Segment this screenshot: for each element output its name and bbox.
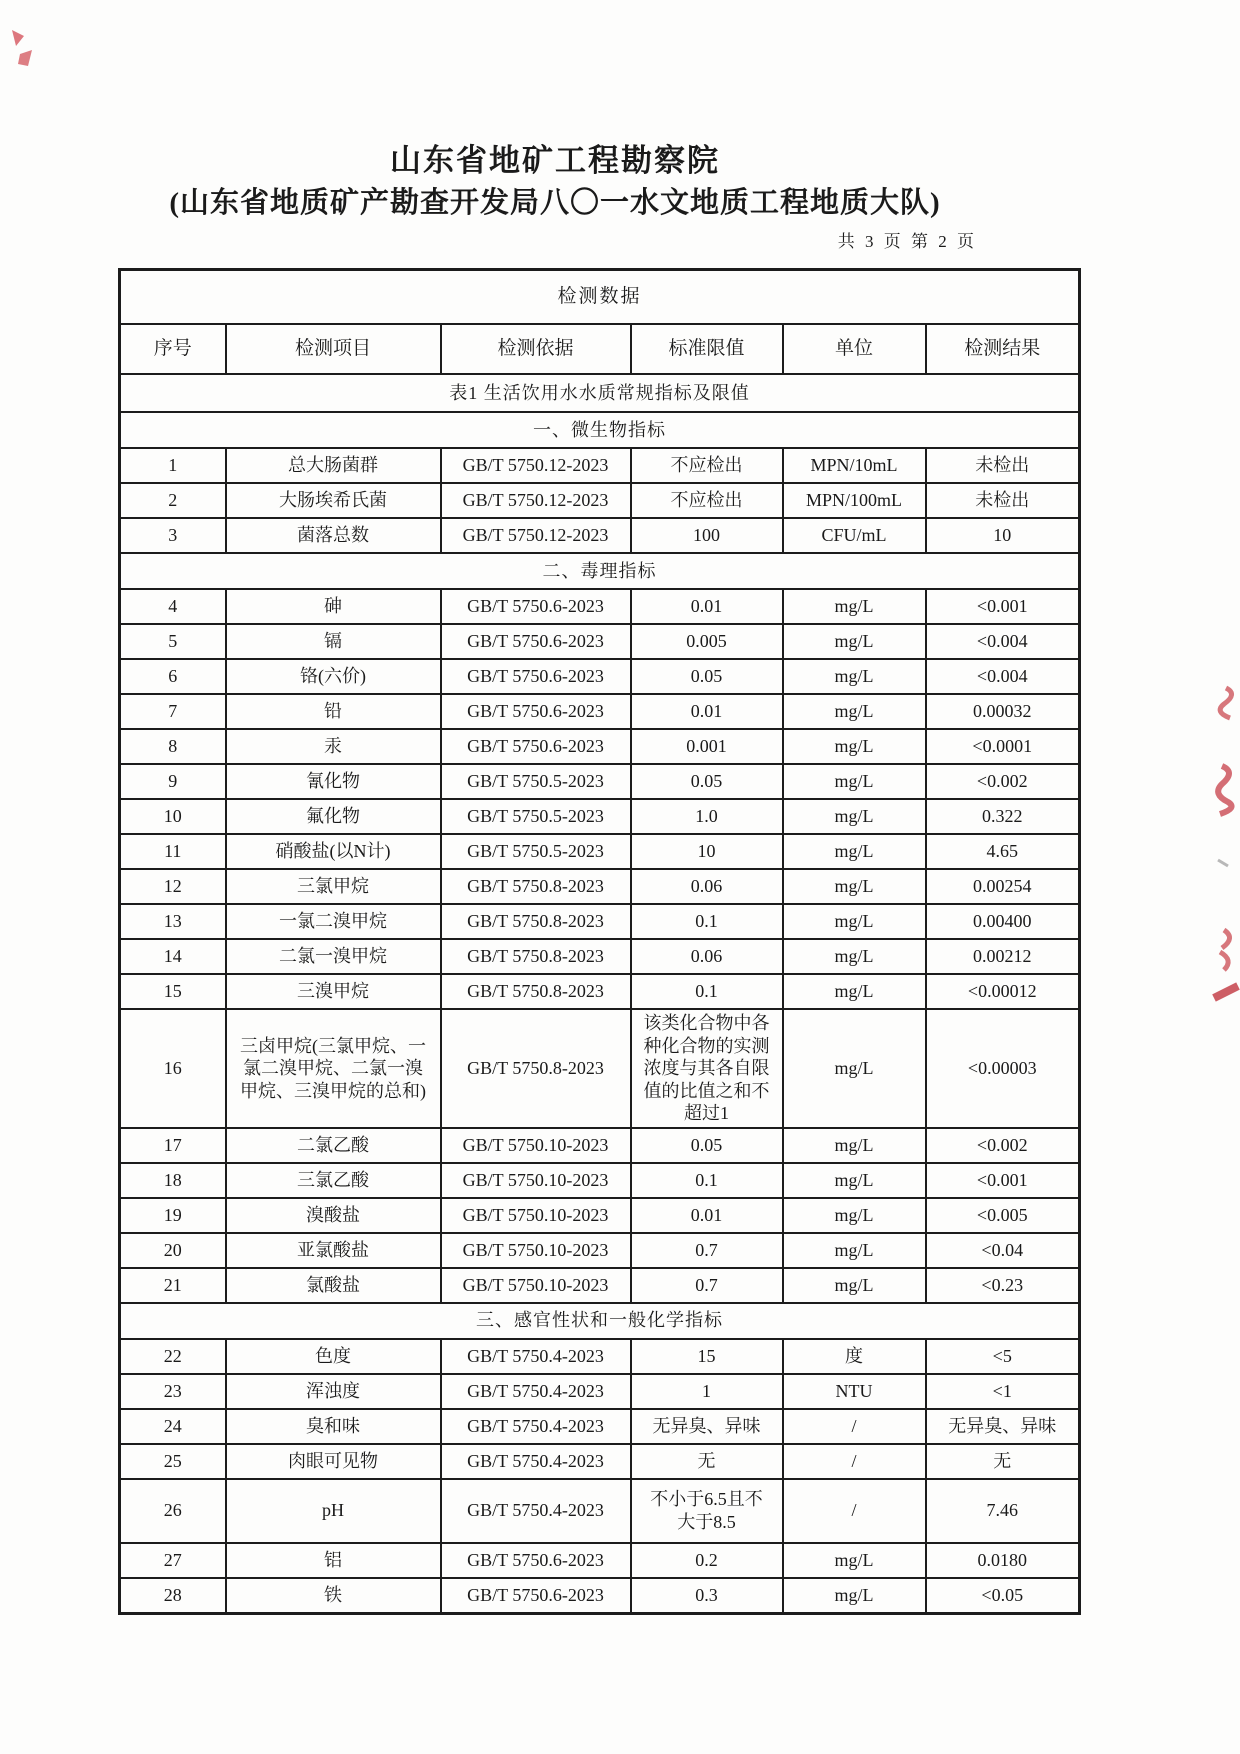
item-name: pH xyxy=(226,1479,441,1543)
limit-value: 不应检出 xyxy=(631,483,783,518)
result-value: <0.001 xyxy=(926,1163,1080,1198)
method-ref: GB/T 5750.4-2023 xyxy=(441,1374,631,1409)
row-no: 25 xyxy=(120,1444,226,1479)
limit-value: 15 xyxy=(631,1339,783,1374)
org-subtitle: (山东省地质矿产勘查开发局八〇一水文地质工程地质大队) xyxy=(169,186,941,219)
org-title: 山东省地矿工程勘察院 xyxy=(390,143,720,178)
method-ref: GB/T 5750.10-2023 xyxy=(441,1198,631,1233)
item-name: 臭和味 xyxy=(226,1409,441,1444)
table-row xyxy=(120,869,1080,904)
table-row xyxy=(120,1339,1080,1374)
result-value: 无 xyxy=(926,1444,1080,1479)
item-name: 铅 xyxy=(226,694,441,729)
table-row xyxy=(120,799,1080,834)
item-name: 铬(六价) xyxy=(226,659,441,694)
unit: mg/L xyxy=(783,694,926,729)
item-name: 三溴甲烷 xyxy=(226,974,441,1009)
unit: mg/L xyxy=(783,904,926,939)
table-row xyxy=(120,1163,1080,1198)
method-ref: GB/T 5750.8-2023 xyxy=(441,974,631,1009)
table-row xyxy=(120,1578,1080,1614)
limit-value: 0.05 xyxy=(631,764,783,799)
row-no: 24 xyxy=(120,1409,226,1444)
table-row xyxy=(120,694,1080,729)
row-no: 23 xyxy=(120,1374,226,1409)
result-value: <0.0001 xyxy=(926,729,1080,764)
limit-value: 1 xyxy=(631,1374,783,1409)
limit-value: 0.005 xyxy=(631,624,783,659)
method-ref: GB/T 5750.12-2023 xyxy=(441,483,631,518)
result-value: 0.00032 xyxy=(926,694,1080,729)
result-value: <0.005 xyxy=(926,1198,1080,1233)
row-no: 18 xyxy=(120,1163,226,1198)
item-name: 铝 xyxy=(226,1543,441,1578)
limit-value: 0.01 xyxy=(631,694,783,729)
method-ref: GB/T 5750.8-2023 xyxy=(441,869,631,904)
col-header-unit: 单位 xyxy=(783,324,926,374)
result-value: 0.00400 xyxy=(926,904,1080,939)
item-name: 三氯乙酸 xyxy=(226,1163,441,1198)
limit-value: 0.7 xyxy=(631,1233,783,1268)
row-no: 20 xyxy=(120,1233,226,1268)
row-no: 7 xyxy=(120,694,226,729)
result-value: <0.00003 xyxy=(926,1009,1080,1128)
row-no: 5 xyxy=(120,624,226,659)
unit: mg/L xyxy=(783,1128,926,1163)
item-name: 肉眼可见物 xyxy=(226,1444,441,1479)
section-label: 三、感官性状和一般化学指标 xyxy=(120,1303,1080,1339)
result-value: <0.004 xyxy=(926,624,1080,659)
method-ref: GB/T 5750.4-2023 xyxy=(441,1479,631,1543)
limit-value: 0.001 xyxy=(631,729,783,764)
result-value: <0.05 xyxy=(926,1578,1080,1614)
item-name: 砷 xyxy=(226,589,441,624)
item-name: 二氯乙酸 xyxy=(226,1128,441,1163)
limit-value: 0.2 xyxy=(631,1543,783,1578)
limit-value: 1.0 xyxy=(631,799,783,834)
item-name: 三氯甲烷 xyxy=(226,869,441,904)
unit: NTU xyxy=(783,1374,926,1409)
row-no: 9 xyxy=(120,764,226,799)
limit-value: 100 xyxy=(631,518,783,553)
section-row xyxy=(120,553,1080,589)
method-ref: GB/T 5750.6-2023 xyxy=(441,729,631,764)
result-value: 7.46 xyxy=(926,1479,1080,1543)
item-name: 色度 xyxy=(226,1339,441,1374)
method-ref: GB/T 5750.6-2023 xyxy=(441,589,631,624)
result-value: 未检出 xyxy=(926,483,1080,518)
result-value: 10 xyxy=(926,518,1080,553)
unit: mg/L xyxy=(783,1198,926,1233)
row-no: 26 xyxy=(120,1479,226,1543)
table-row xyxy=(120,1198,1080,1233)
item-name: 二氯一溴甲烷 xyxy=(226,939,441,974)
result-value: <0.04 xyxy=(926,1233,1080,1268)
unit: mg/L xyxy=(783,589,926,624)
limit-value: 该类化合物中各种化合物的实测浓度与其各自限值的比值之和不超过1 xyxy=(631,1009,783,1128)
row-no: 28 xyxy=(120,1578,226,1614)
unit: mg/L xyxy=(783,834,926,869)
result-value: 0.00254 xyxy=(926,869,1080,904)
item-name: 铁 xyxy=(226,1578,441,1614)
col-header-result: 检测结果 xyxy=(926,324,1080,374)
unit: MPN/100mL xyxy=(783,483,926,518)
row-no: 10 xyxy=(120,799,226,834)
test-results-table xyxy=(118,268,1081,1615)
section-row xyxy=(120,374,1080,412)
row-no: 17 xyxy=(120,1128,226,1163)
unit: mg/L xyxy=(783,1543,926,1578)
table-title-row xyxy=(120,270,1080,325)
method-ref: GB/T 5750.8-2023 xyxy=(441,939,631,974)
unit: CFU/mL xyxy=(783,518,926,553)
unit: mg/L xyxy=(783,1163,926,1198)
item-name: 氰化物 xyxy=(226,764,441,799)
section-label: 一、微生物指标 xyxy=(120,412,1080,448)
col-header-item: 检测项目 xyxy=(226,324,441,374)
row-no: 6 xyxy=(120,659,226,694)
unit: MPN/10mL xyxy=(783,448,926,483)
limit-value: 不小于6.5且不大于8.5 xyxy=(631,1479,783,1543)
unit: mg/L xyxy=(783,869,926,904)
result-value: 4.65 xyxy=(926,834,1080,869)
method-ref: GB/T 5750.8-2023 xyxy=(441,1009,631,1128)
item-name: 溴酸盐 xyxy=(226,1198,441,1233)
table-row xyxy=(120,1543,1080,1578)
result-value: 0.0180 xyxy=(926,1543,1080,1578)
result-value: 无异臭、异味 xyxy=(926,1409,1080,1444)
row-no: 19 xyxy=(120,1198,226,1233)
method-ref: GB/T 5750.8-2023 xyxy=(441,904,631,939)
document-header xyxy=(0,140,1110,224)
limit-value: 0.1 xyxy=(631,904,783,939)
method-ref: GB/T 5750.6-2023 xyxy=(441,659,631,694)
table-row xyxy=(120,1479,1080,1543)
table-row xyxy=(120,974,1080,1009)
method-ref: GB/T 5750.6-2023 xyxy=(441,1543,631,1578)
table-title: 检测数据 xyxy=(120,270,1080,325)
section-label: 表1 生活饮用水水质常规指标及限值 xyxy=(120,374,1080,412)
table-row xyxy=(120,1409,1080,1444)
method-ref: GB/T 5750.5-2023 xyxy=(441,764,631,799)
limit-value: 0.05 xyxy=(631,1128,783,1163)
unit: mg/L xyxy=(783,1268,926,1303)
unit: mg/L xyxy=(783,799,926,834)
page-indicator: 共 3 页 第 2 页 xyxy=(837,232,977,251)
stamp-fragment-top-left xyxy=(6,26,50,76)
table-row xyxy=(120,939,1080,974)
row-no: 27 xyxy=(120,1543,226,1578)
row-no: 8 xyxy=(120,729,226,764)
result-value: 0.322 xyxy=(926,799,1080,834)
method-ref: GB/T 5750.5-2023 xyxy=(441,799,631,834)
table-row xyxy=(120,834,1080,869)
method-ref: GB/T 5750.4-2023 xyxy=(441,1444,631,1479)
item-name: 氟化物 xyxy=(226,799,441,834)
unit: mg/L xyxy=(783,1233,926,1268)
table-row xyxy=(120,1233,1080,1268)
result-value: <0.001 xyxy=(926,589,1080,624)
row-no: 16 xyxy=(120,1009,226,1128)
row-no: 2 xyxy=(120,483,226,518)
limit-value: 无异臭、异味 xyxy=(631,1409,783,1444)
method-ref: GB/T 5750.10-2023 xyxy=(441,1163,631,1198)
limit-value: 0.06 xyxy=(631,869,783,904)
method-ref: GB/T 5750.5-2023 xyxy=(441,834,631,869)
result-value: <0.002 xyxy=(926,1128,1080,1163)
unit: mg/L xyxy=(783,939,926,974)
limit-value: 10 xyxy=(631,834,783,869)
limit-value: 0.7 xyxy=(631,1268,783,1303)
item-name: 氯酸盐 xyxy=(226,1268,441,1303)
method-ref: GB/T 5750.4-2023 xyxy=(441,1339,631,1374)
col-header-limit: 标准限值 xyxy=(631,324,783,374)
item-name: 三卤甲烷(三氯甲烷、一氯二溴甲烷、二氯一溴甲烷、三溴甲烷的总和) xyxy=(226,1009,441,1128)
item-name: 大肠埃希氏菌 xyxy=(226,483,441,518)
column-header-row xyxy=(120,324,1080,374)
unit: mg/L xyxy=(783,974,926,1009)
unit: mg/L xyxy=(783,1578,926,1614)
limit-value: 0.01 xyxy=(631,1198,783,1233)
result-value: 0.00212 xyxy=(926,939,1080,974)
table-row xyxy=(120,729,1080,764)
row-no: 13 xyxy=(120,904,226,939)
stamp-fragment-right-edge xyxy=(1212,680,1240,1020)
limit-value: 0.1 xyxy=(631,974,783,1009)
method-ref: GB/T 5750.10-2023 xyxy=(441,1128,631,1163)
method-ref: GB/T 5750.4-2023 xyxy=(441,1409,631,1444)
row-no: 1 xyxy=(120,448,226,483)
limit-value: 0.06 xyxy=(631,939,783,974)
method-ref: GB/T 5750.12-2023 xyxy=(441,518,631,553)
unit: / xyxy=(783,1444,926,1479)
row-no: 14 xyxy=(120,939,226,974)
item-name: 总大肠菌群 xyxy=(226,448,441,483)
unit: 度 xyxy=(783,1339,926,1374)
item-name: 一氯二溴甲烷 xyxy=(226,904,441,939)
method-ref: GB/T 5750.10-2023 xyxy=(441,1233,631,1268)
table-row xyxy=(120,1128,1080,1163)
section-row xyxy=(120,1303,1080,1339)
table-row xyxy=(120,1268,1080,1303)
unit: mg/L xyxy=(783,729,926,764)
table-row xyxy=(120,1009,1080,1128)
section-row xyxy=(120,412,1080,448)
table-row xyxy=(120,483,1080,518)
row-no: 3 xyxy=(120,518,226,553)
limit-value: 0.01 xyxy=(631,589,783,624)
result-value: <1 xyxy=(926,1374,1080,1409)
result-value: <5 xyxy=(926,1339,1080,1374)
method-ref: GB/T 5750.6-2023 xyxy=(441,694,631,729)
item-name: 硝酸盐(以N计) xyxy=(226,834,441,869)
table-row xyxy=(120,448,1080,483)
result-value: <0.00012 xyxy=(926,974,1080,1009)
item-name: 镉 xyxy=(226,624,441,659)
table-row xyxy=(120,624,1080,659)
table-row xyxy=(120,518,1080,553)
item-name: 菌落总数 xyxy=(226,518,441,553)
col-header-seq: 序号 xyxy=(120,324,226,374)
unit: / xyxy=(783,1479,926,1543)
method-ref: GB/T 5750.10-2023 xyxy=(441,1268,631,1303)
section-label: 二、毒理指标 xyxy=(120,553,1080,589)
unit: / xyxy=(783,1409,926,1444)
result-value: <0.23 xyxy=(926,1268,1080,1303)
unit: mg/L xyxy=(783,659,926,694)
method-ref: GB/T 5750.6-2023 xyxy=(441,624,631,659)
row-no: 21 xyxy=(120,1268,226,1303)
item-name: 汞 xyxy=(226,729,441,764)
table-row xyxy=(120,659,1080,694)
result-value: <0.002 xyxy=(926,764,1080,799)
table-body xyxy=(120,374,1080,1613)
limit-value: 0.3 xyxy=(631,1578,783,1614)
limit-value: 0.05 xyxy=(631,659,783,694)
unit: mg/L xyxy=(783,624,926,659)
row-no: 12 xyxy=(120,869,226,904)
row-no: 11 xyxy=(120,834,226,869)
unit: mg/L xyxy=(783,764,926,799)
table-row xyxy=(120,589,1080,624)
table-row xyxy=(120,904,1080,939)
table-row xyxy=(120,1444,1080,1479)
row-no: 22 xyxy=(120,1339,226,1374)
method-ref: GB/T 5750.6-2023 xyxy=(441,1578,631,1614)
limit-value: 不应检出 xyxy=(631,448,783,483)
limit-value: 无 xyxy=(631,1444,783,1479)
table-row xyxy=(120,1374,1080,1409)
method-ref: GB/T 5750.12-2023 xyxy=(441,448,631,483)
item-name: 浑浊度 xyxy=(226,1374,441,1409)
col-header-method: 检测依据 xyxy=(441,324,631,374)
item-name: 亚氯酸盐 xyxy=(226,1233,441,1268)
row-no: 15 xyxy=(120,974,226,1009)
unit: mg/L xyxy=(783,1009,926,1128)
row-no: 4 xyxy=(120,589,226,624)
result-value: 未检出 xyxy=(926,448,1080,483)
result-value: <0.004 xyxy=(926,659,1080,694)
table-row xyxy=(120,764,1080,799)
limit-value: 0.1 xyxy=(631,1163,783,1198)
